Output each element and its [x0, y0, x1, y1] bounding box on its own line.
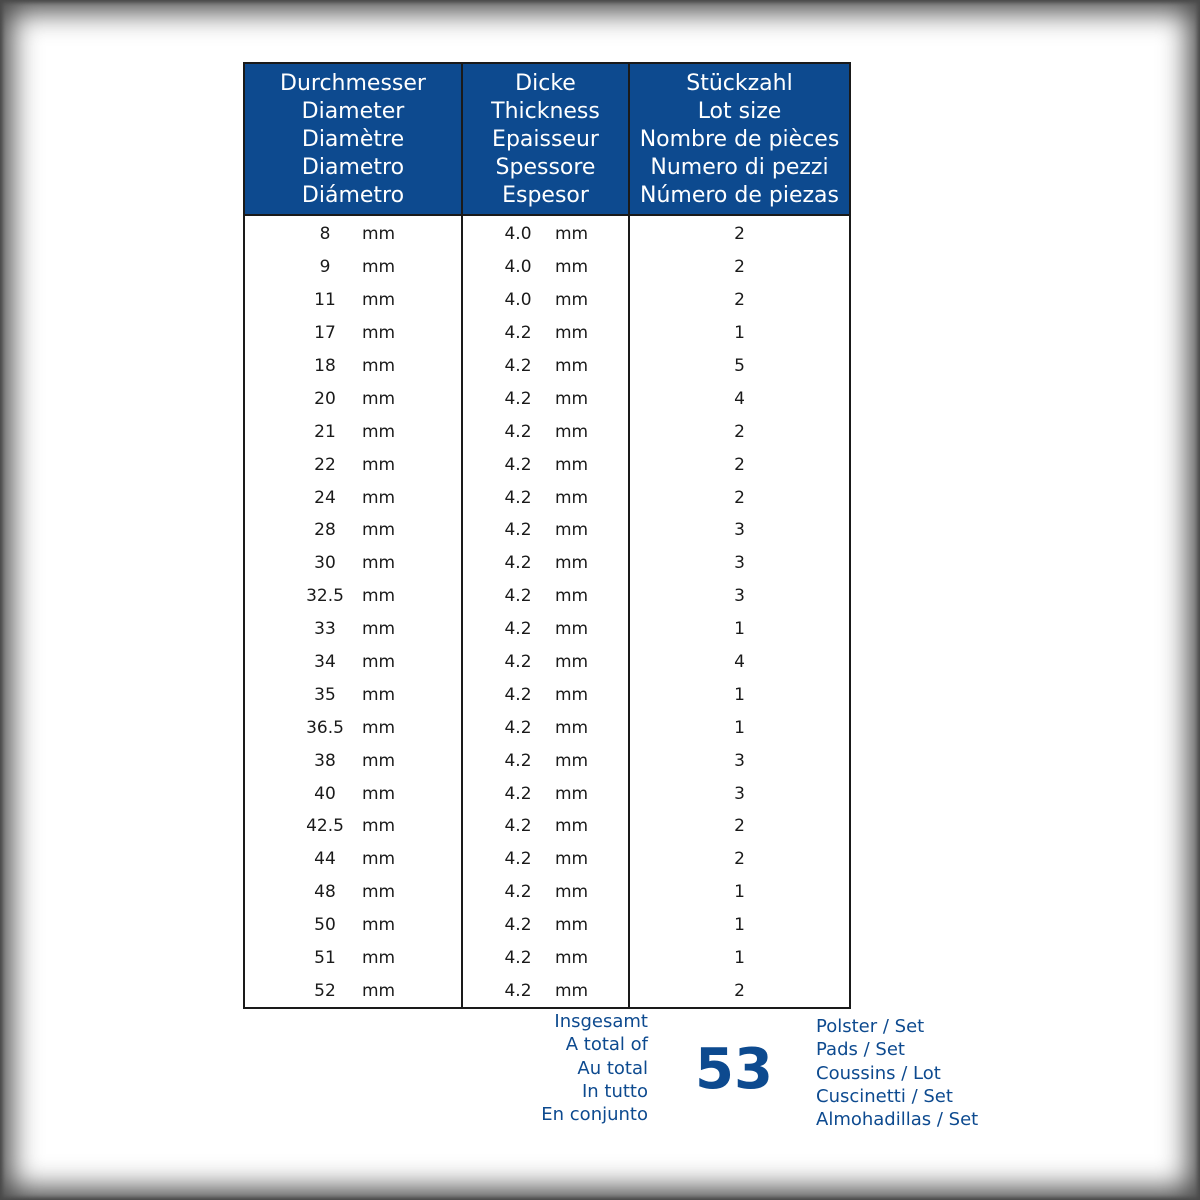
- diameter-unit: mm: [362, 520, 396, 541]
- thickness-unit: mm: [555, 421, 589, 442]
- diameter-value: 22: [314, 454, 336, 475]
- thickness-unit: mm: [555, 783, 589, 804]
- thickness-value: 4.2: [504, 553, 532, 574]
- cell-quantity: 3: [629, 777, 850, 810]
- thickness-unit: mm: [555, 948, 589, 969]
- table-row: [244, 942, 850, 975]
- cell-diameter: [244, 317, 462, 350]
- diameter-value: 8: [319, 224, 331, 245]
- diameter-unit: mm: [362, 980, 396, 1001]
- cell-thickness: [462, 646, 629, 679]
- cell-thickness: [462, 876, 629, 909]
- diameter-unit: mm: [362, 421, 396, 442]
- thickness-unit: mm: [555, 487, 589, 508]
- thickness-value: 4.2: [504, 454, 532, 475]
- cell-quantity: 2: [629, 974, 850, 1008]
- cell-diameter: [244, 547, 462, 580]
- total-summary: [243, 1010, 1003, 1140]
- cell-quantity: 1: [629, 317, 850, 350]
- cell-thickness: [462, 251, 629, 284]
- cell-diameter: [244, 678, 462, 711]
- cell-quantity: 3: [629, 514, 850, 547]
- diameter-unit: mm: [362, 257, 396, 278]
- table-row: [244, 777, 850, 810]
- diameter-value: 24: [314, 487, 336, 508]
- diameter-value: 35: [314, 684, 336, 705]
- diameter-unit: mm: [362, 750, 396, 771]
- cell-diameter: [244, 382, 462, 415]
- cell-diameter: [244, 843, 462, 876]
- cell-thickness: [462, 777, 629, 810]
- diameter-value: 36.5: [306, 717, 344, 738]
- diameter-unit: mm: [362, 224, 396, 245]
- cell-quantity: 5: [629, 350, 850, 383]
- header-lot-size: [629, 63, 850, 215]
- thickness-value: 4.2: [504, 421, 532, 442]
- header-lot-size-fr: Nombre de pièces: [639, 127, 840, 152]
- diameter-unit: mm: [362, 454, 396, 475]
- table-row: [244, 514, 850, 547]
- cell-thickness: [462, 415, 629, 448]
- total-label-en: A total of: [565, 1034, 648, 1056]
- cell-diameter: [244, 711, 462, 744]
- diameter-value: 42.5: [306, 816, 344, 837]
- header-diameter-en: Diameter: [301, 99, 405, 124]
- header-lot-size-de: Stückzahl: [686, 71, 793, 96]
- diameter-value: 44: [314, 849, 336, 870]
- thickness-unit: mm: [555, 257, 589, 278]
- table-row: [244, 251, 850, 284]
- header-diameter-fr: Diamètre: [301, 127, 405, 152]
- diameter-unit: mm: [362, 586, 396, 607]
- diameter-value: 38: [314, 750, 336, 771]
- cell-diameter: [244, 580, 462, 613]
- table-row: [244, 481, 850, 514]
- cell-thickness: [462, 744, 629, 777]
- diameter-unit: mm: [362, 783, 396, 804]
- thickness-unit: mm: [555, 750, 589, 771]
- thickness-value: 4.2: [504, 652, 532, 673]
- cell-quantity: 3: [629, 580, 850, 613]
- diameter-unit: mm: [362, 948, 396, 969]
- cell-thickness: [462, 284, 629, 317]
- total-label-de: Insgesamt: [554, 1011, 648, 1032]
- diameter-unit: mm: [362, 717, 396, 738]
- thickness-unit: mm: [555, 980, 589, 1001]
- cell-diameter: [244, 350, 462, 383]
- header-thickness-en: Thickness: [491, 99, 600, 124]
- thickness-unit: mm: [555, 849, 589, 870]
- cell-quantity: 4: [629, 646, 850, 679]
- thickness-unit: mm: [555, 684, 589, 705]
- cell-thickness: [462, 350, 629, 383]
- cell-diameter: [244, 613, 462, 646]
- table-row: [244, 580, 850, 613]
- cell-quantity: 4: [629, 382, 850, 415]
- table-body: [244, 215, 850, 1008]
- cell-diameter: [244, 481, 462, 514]
- cell-thickness: [462, 514, 629, 547]
- thickness-unit: mm: [555, 520, 589, 541]
- diameter-value: 32.5: [306, 586, 344, 607]
- total-unit-it: Cuscinetti / Set: [816, 1085, 953, 1107]
- cell-thickness: [462, 382, 629, 415]
- cell-thickness: [462, 974, 629, 1008]
- table-row: [244, 646, 850, 679]
- table-row: [244, 415, 850, 448]
- thickness-value: 4.2: [504, 750, 532, 771]
- diameter-unit: mm: [362, 619, 396, 640]
- table-row: [244, 974, 850, 1008]
- thickness-unit: mm: [555, 652, 589, 673]
- thickness-value: 4.2: [504, 816, 532, 837]
- diameter-value: 51: [314, 948, 336, 969]
- thickness-value: 4.2: [504, 980, 532, 1001]
- header-diameter: [244, 63, 462, 215]
- cell-quantity: 2: [629, 810, 850, 843]
- cell-diameter: [244, 777, 462, 810]
- cell-thickness: [462, 810, 629, 843]
- diameter-value: 30: [314, 553, 336, 574]
- thickness-unit: mm: [555, 323, 589, 344]
- table-row: [244, 215, 850, 251]
- header-diameter-it: Diametro: [301, 155, 405, 180]
- total-unit-en: Pads / Set: [816, 1039, 905, 1061]
- cell-quantity: 2: [629, 481, 850, 514]
- table-row: [244, 843, 850, 876]
- cell-quantity: 1: [629, 613, 850, 646]
- thickness-value: 4.2: [504, 487, 532, 508]
- diameter-unit: mm: [362, 553, 396, 574]
- header-thickness-it: Spessore: [495, 155, 596, 180]
- total-unit-es: Almohadillas / Set: [816, 1109, 979, 1131]
- thickness-value: 4.0: [504, 257, 532, 278]
- cell-thickness: [462, 215, 629, 251]
- cell-diameter: [244, 646, 462, 679]
- header-thickness-fr: Epaisseur: [492, 127, 599, 152]
- thickness-unit: mm: [555, 224, 589, 245]
- header-thickness: [462, 63, 629, 215]
- diameter-value: 28: [314, 520, 336, 541]
- cell-diameter: [244, 251, 462, 284]
- cell-thickness: [462, 942, 629, 975]
- cell-diameter: [244, 974, 462, 1008]
- thickness-value: 4.2: [504, 619, 532, 640]
- total-unit-de: Polster / Set: [816, 1016, 925, 1037]
- cell-quantity: 2: [629, 415, 850, 448]
- table-row: [244, 744, 850, 777]
- header-thickness-de: Dicke: [515, 71, 576, 96]
- table-row: [244, 284, 850, 317]
- table-row: [244, 678, 850, 711]
- cell-thickness: [462, 678, 629, 711]
- thickness-value: 4.2: [504, 520, 532, 541]
- cell-quantity: 2: [629, 284, 850, 317]
- thickness-unit: mm: [555, 454, 589, 475]
- table-header-row: [244, 63, 850, 215]
- cell-thickness: [462, 613, 629, 646]
- cell-thickness: [462, 580, 629, 613]
- table-row: [244, 382, 850, 415]
- thickness-value: 4.2: [504, 323, 532, 344]
- cell-quantity: 2: [629, 251, 850, 284]
- header-diameter-es: Diámetro: [301, 183, 405, 208]
- cell-quantity: 3: [629, 547, 850, 580]
- thickness-unit: mm: [555, 882, 589, 903]
- cell-thickness: [462, 481, 629, 514]
- cell-diameter: [244, 215, 462, 251]
- cell-quantity: 1: [629, 711, 850, 744]
- cell-diameter: [244, 810, 462, 843]
- diameter-value: 52: [314, 980, 336, 1001]
- table-row: [244, 711, 850, 744]
- total-labels: [541, 1010, 648, 1126]
- cell-diameter: [244, 876, 462, 909]
- cell-thickness: [462, 547, 629, 580]
- thickness-unit: mm: [555, 290, 589, 311]
- cell-quantity: 2: [629, 448, 850, 481]
- diameter-unit: mm: [362, 323, 396, 344]
- cell-diameter: [244, 942, 462, 975]
- diameter-unit: mm: [362, 915, 396, 936]
- cell-diameter: [244, 514, 462, 547]
- thickness-unit: mm: [555, 816, 589, 837]
- diameter-value: 20: [314, 388, 336, 409]
- thickness-value: 4.2: [504, 948, 532, 969]
- cell-quantity: 2: [629, 215, 850, 251]
- cell-diameter: [244, 415, 462, 448]
- cell-quantity: 2: [629, 843, 850, 876]
- diameter-unit: mm: [362, 652, 396, 673]
- cell-thickness: [462, 843, 629, 876]
- total-count: 53: [695, 1037, 773, 1102]
- total-unit-labels: [816, 1015, 978, 1131]
- diameter-unit: mm: [362, 487, 396, 508]
- diameter-unit: mm: [362, 849, 396, 870]
- cell-thickness: [462, 711, 629, 744]
- diameter-value: 17: [314, 323, 336, 344]
- diameter-unit: mm: [362, 388, 396, 409]
- cell-diameter: [244, 448, 462, 481]
- table-row: [244, 350, 850, 383]
- cell-quantity: 3: [629, 744, 850, 777]
- diameter-unit: mm: [362, 882, 396, 903]
- cell-diameter: [244, 284, 462, 317]
- thickness-value: 4.2: [504, 356, 532, 376]
- thickness-unit: mm: [555, 553, 589, 574]
- thickness-unit: mm: [555, 915, 589, 936]
- spec-sheet: [243, 62, 849, 1009]
- thickness-unit: mm: [555, 717, 589, 738]
- diameter-value: 48: [314, 882, 336, 903]
- table-row: [244, 547, 850, 580]
- cell-quantity: 1: [629, 909, 850, 942]
- diameter-value: 9: [319, 257, 331, 278]
- thickness-value: 4.2: [504, 388, 532, 409]
- total-label-it: In tutto: [581, 1080, 648, 1102]
- cell-diameter: [244, 909, 462, 942]
- table-row: [244, 876, 850, 909]
- thickness-value: 4.2: [504, 684, 532, 705]
- diameter-unit: mm: [362, 356, 396, 376]
- diameter-unit: mm: [362, 816, 396, 837]
- thickness-value: 4.2: [504, 717, 532, 738]
- thickness-value: 4.2: [504, 882, 532, 903]
- table-row: [244, 613, 850, 646]
- diameter-value: 21: [314, 421, 336, 442]
- header-lot-size-es: Número de piezas: [640, 183, 839, 208]
- thickness-unit: mm: [555, 356, 589, 376]
- header-lot-size-en: Lot size: [697, 99, 782, 124]
- header-lot-size-it: Numero di pezzi: [650, 155, 829, 180]
- diameter-value: 34: [314, 652, 336, 673]
- cell-quantity: 1: [629, 942, 850, 975]
- table-row: [244, 909, 850, 942]
- diameter-value: 33: [314, 619, 336, 640]
- thickness-value: 4.0: [504, 224, 532, 245]
- total-unit-fr: Coussins / Lot: [816, 1062, 941, 1084]
- diameter-value: 11: [314, 290, 336, 311]
- diameter-value: 50: [314, 915, 336, 936]
- thickness-value: 4.2: [504, 915, 532, 936]
- diameter-unit: mm: [362, 290, 396, 311]
- header-thickness-es: Espesor: [502, 183, 589, 208]
- diameter-value: 18: [314, 356, 336, 376]
- thickness-value: 4.0: [504, 290, 532, 311]
- cell-thickness: [462, 317, 629, 350]
- table-row: [244, 317, 850, 350]
- thickness-value: 4.2: [504, 849, 532, 870]
- total-label-fr: Au total: [577, 1057, 648, 1079]
- table-row: [244, 448, 850, 481]
- diameter-value: 40: [314, 783, 336, 804]
- total-label-es: En conjunto: [541, 1104, 648, 1126]
- header-diameter-de: Durchmesser: [280, 71, 426, 96]
- cell-thickness: [462, 909, 629, 942]
- cell-thickness: [462, 448, 629, 481]
- thickness-unit: mm: [555, 586, 589, 607]
- table-row: [244, 810, 850, 843]
- cell-quantity: 1: [629, 876, 850, 909]
- thickness-unit: mm: [555, 619, 589, 640]
- thickness-value: 4.2: [504, 783, 532, 804]
- thickness-value: 4.2: [504, 586, 532, 607]
- pad-size-table: [243, 62, 851, 1009]
- cell-quantity: 1: [629, 678, 850, 711]
- diameter-unit: mm: [362, 684, 396, 705]
- cell-diameter: [244, 744, 462, 777]
- thickness-unit: mm: [555, 388, 589, 409]
